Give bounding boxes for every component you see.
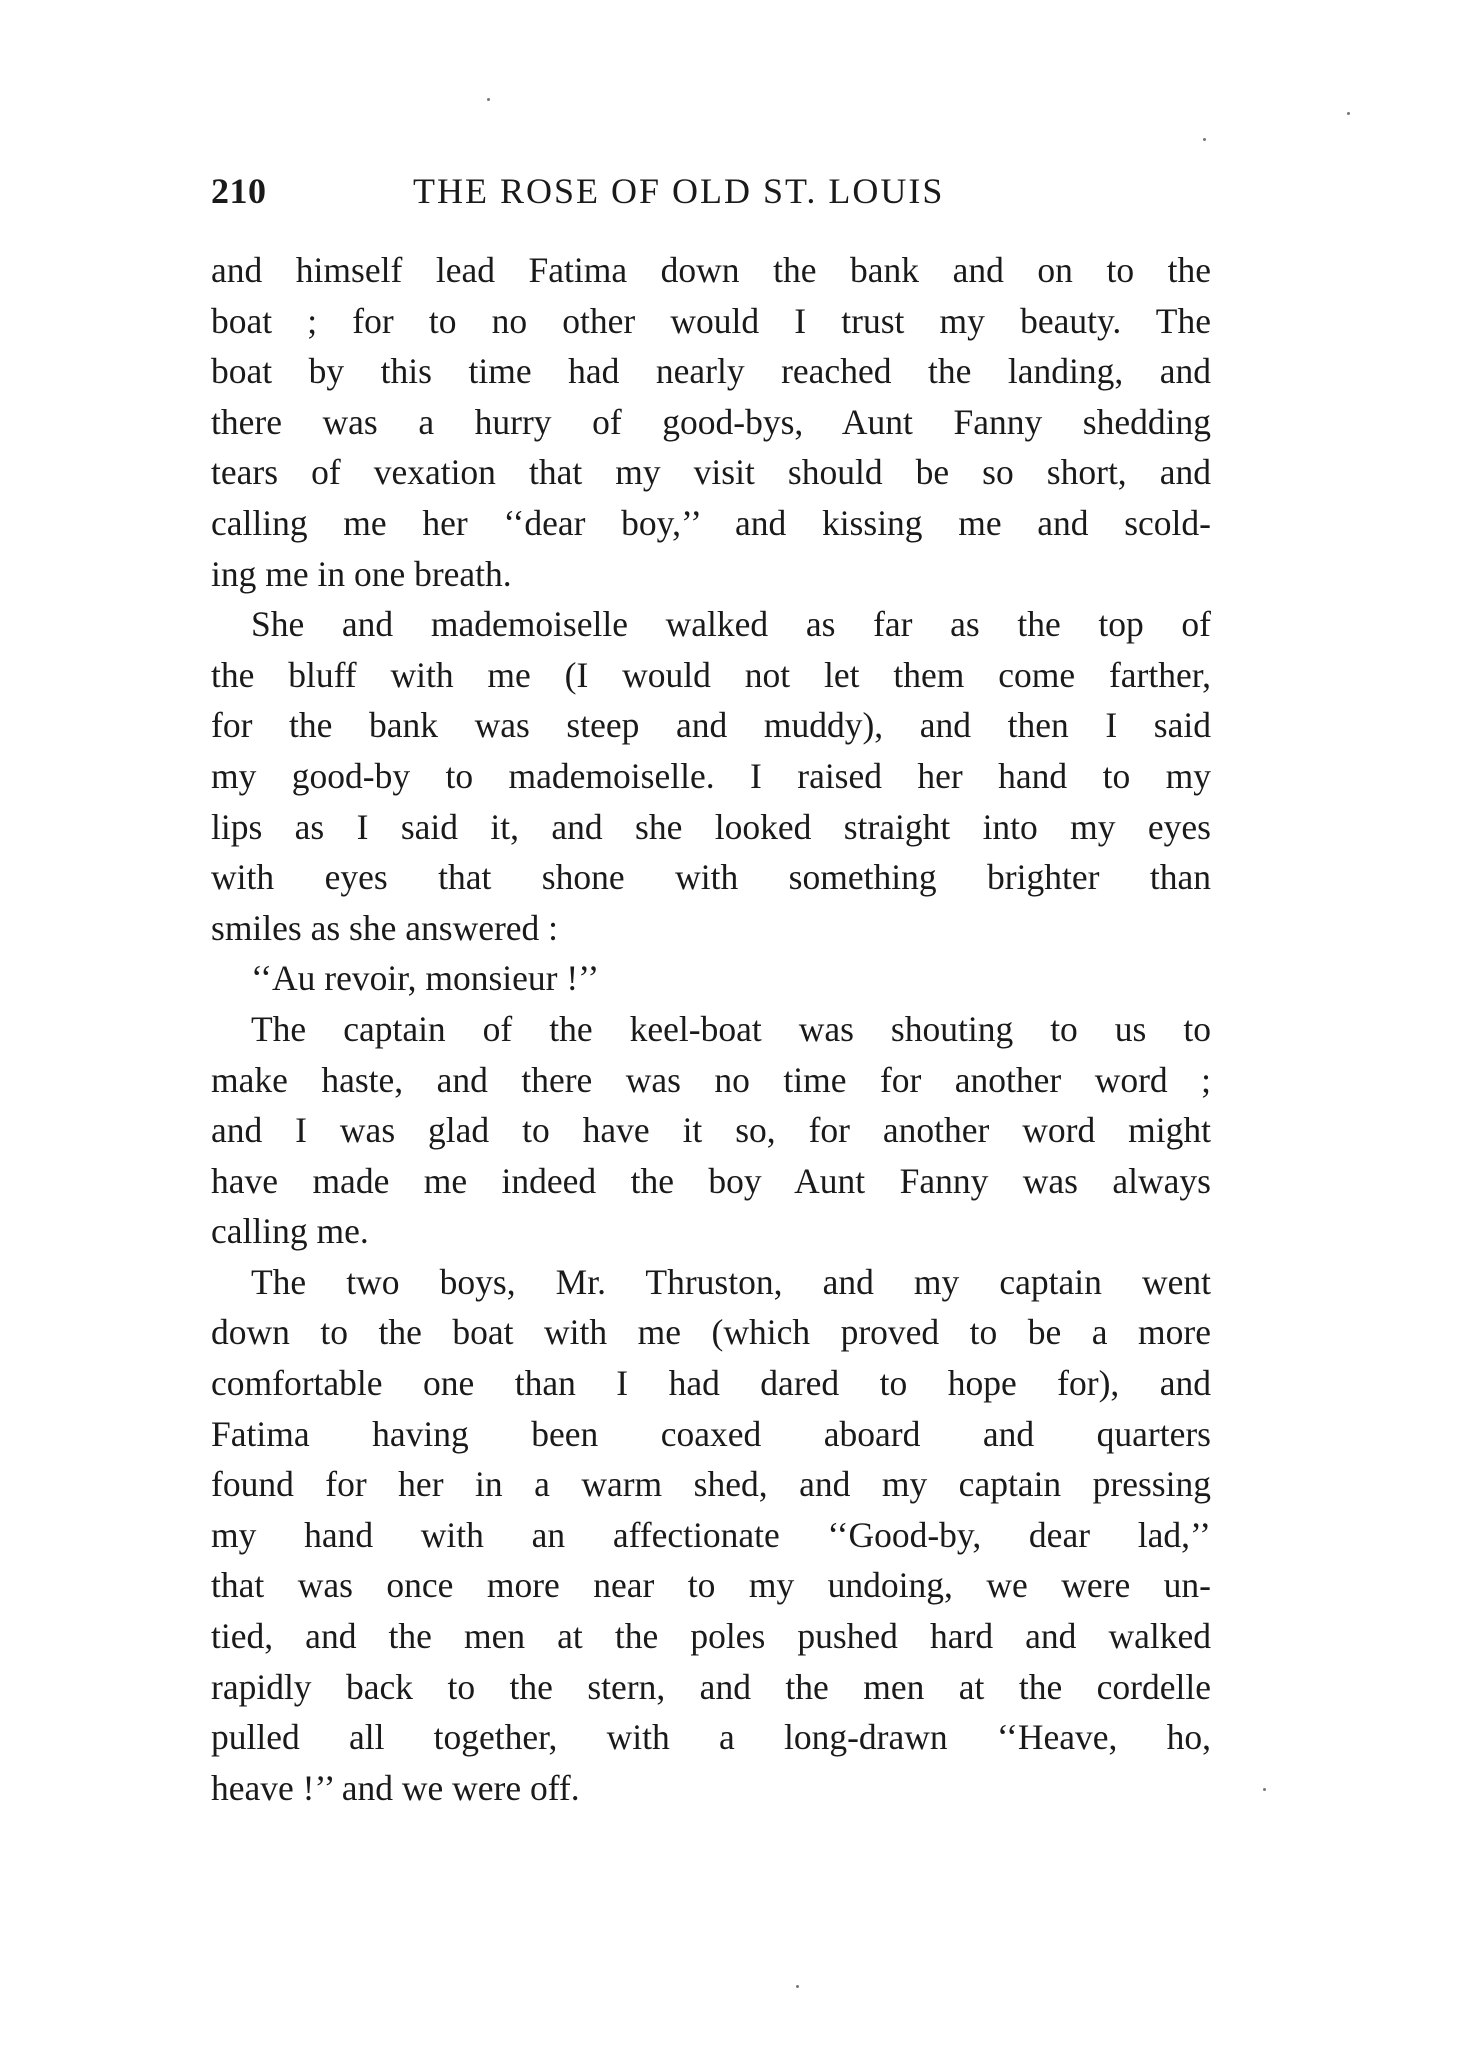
text-line: She and mademoiselle walked as far as the top of [251,604,1211,645]
text-line: pulled all together, with a long-drawn ‘‘Heave, ho, [211,1717,1211,1758]
text-line: and I was glad to have it so, for another word might [211,1110,1211,1151]
running-head [211,166,1211,216]
text-line: for the bank was steep and muddy), and then I said [211,705,1211,746]
text-line: calling me. [211,1211,369,1252]
scan-speck [1263,1788,1266,1791]
text-line: calling me her ‘‘dear boy,’’ and kissing me and scold- [211,502,1211,543]
text-line: my good-by to mademoiselle. I raised her hand to my [211,755,1211,796]
text-line: heave !’’ and we were off. [211,1767,580,1808]
body-text [211,245,1211,1813]
scan-speck [796,1985,799,1988]
scan-speck [1203,138,1206,141]
text-line: The captain of the keel-boat was shouting to us to [251,1008,1211,1049]
text-line: and himself lead Fatima down the bank and on to the [211,250,1211,290]
text-line: the bluff with me (I would not let them come farther, [211,654,1211,695]
text-line: down to the boat with me (which proved to be a more [211,1312,1211,1353]
scan-speck [487,98,490,101]
text-line: rapidly back to the stern, and the men at the cordelle [211,1666,1211,1707]
text-line: smiles as she answered : [211,907,559,948]
text-line: lips as I said it, and she looked straight into my eyes [211,806,1211,847]
text-line: with eyes that shone with something brighter than [211,857,1211,898]
text-line: there was a hurry of good-bys, Aunt Fanny shedding [211,401,1211,442]
text-line: tears of vexation that my visit should be so short, and [211,452,1211,493]
page-number: 210 [211,171,267,211]
text-line: make haste, and there was no time for another word ; [211,1059,1211,1100]
text-line: ing me in one breath. [211,553,512,594]
text-line: The two boys, Mr. Thruston, and my captain went [251,1261,1211,1302]
text-line: that was once more near to my undoing, we were un- [211,1565,1211,1606]
text-line: boat by this time had nearly reached the landing, and [211,351,1211,392]
book-title: THE ROSE OF OLD ST. LOUIS [413,171,945,211]
text-line: found for her in a warm shed, and my captain pressing [211,1464,1211,1505]
text-line: boat ; for to no other would I trust my beauty. The [211,300,1211,341]
text-line: have made me indeed the boy Aunt Fanny was always [211,1160,1211,1201]
text-line: ‘‘Au revoir, monsieur !’’ [251,958,600,999]
text-line: tied, and the men at the poles pushed hard and walked [211,1616,1211,1657]
text-line: Fatima having been coaxed aboard and quarters [211,1413,1211,1454]
text-line: my hand with an affectionate ‘‘Good-by, dear lad,’’ [211,1514,1211,1555]
text-line: comfortable one than I had dared to hope for), and [211,1363,1211,1404]
scan-speck [1347,112,1350,115]
